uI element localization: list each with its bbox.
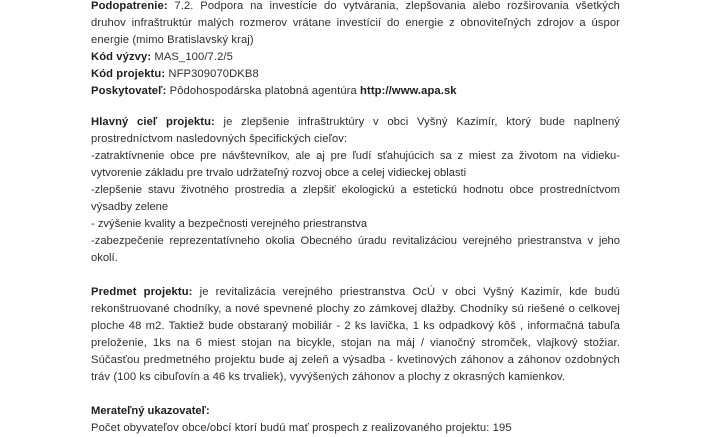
label-kod-projektu: Kód projektu: xyxy=(91,68,166,80)
spacer-1 xyxy=(91,100,620,114)
label-podopatrenie: Podopatrenie: xyxy=(91,0,168,12)
list-item: -zatraktívnenie obce pre návštevníkov, ale aj pre ľudí sťahujúcich sa z miest za životom na vidieku-vytvorenie základu pre trvalo udržateľný rozvoj obce a celej vidieckej oblasti xyxy=(91,150,620,179)
paragraph-poskytovatel xyxy=(91,83,620,100)
paragraph-kod-projektu xyxy=(91,66,620,83)
text-kod-projektu: NFP309070DKB8 xyxy=(165,68,259,80)
paragraph-kod-vyzvy xyxy=(91,49,620,66)
paragraph-hlavny-ciel xyxy=(91,114,620,148)
heading-merateľny-ukazovatel: Merateľný ukazovateľ: xyxy=(91,405,210,417)
paragraph-predmet xyxy=(91,284,620,386)
paragraph-podopatrenie xyxy=(91,0,620,49)
label-hlavny-ciel: Hlavný cieľ projektu: xyxy=(91,116,215,128)
list-item: -zabezpečenie reprezentatívneho okolia Obecného úradu revitalizáciou verejného priestranstva v jeho okolí. xyxy=(91,235,620,264)
label-poskytovatel: Poskytovateľ: xyxy=(91,85,167,97)
label-predmet: Predmet projektu: xyxy=(91,286,193,298)
list-item: -zlepšenie stavu životného prostredia a zlepšiť ekologickú a estetickú hodnotu obce prostredníctvom výsadby zelene xyxy=(91,184,620,213)
list-item: - zvýšenie kvality a bezpečnosti verejného priestranstva xyxy=(91,218,368,230)
label-kod-vyzvy: Kód výzvy: xyxy=(91,51,152,63)
text-merateľny-ukazovatel: Počet obyvateľov obce/obcí ktorí budú mať prospech z realizovaného projektu: 195 xyxy=(91,422,512,434)
spacer-2 xyxy=(91,267,620,284)
document-body xyxy=(91,0,620,437)
text-predmet: je revitalizácia verejného priestranstva OcÚ v obci Vyšný Kazimír, kde budú rekonštruované chodníky, a nové spevnené plochy zo zámkovej dlažby. Chodníky sú riešené o celkovej ploche 48 m2. Taktiež bude obstaraný mobiliár - 2 ks lavička, 1 ks odpadkový kôš , informačná tabuľa preloženie, 1ks na 6 miest stojan na bicykle, stojan na máj / vianočný stromček, vlajkový stožiar. Súčasťou predmetného projektu bude aj zeleň a výsadba - kvetinových záhonov a záhonov ozdobných tráv (100 ks cibuľovín a 46 ks trvaliek), vyvýšených záhonov a plochy z okrasných kamienkov. xyxy=(91,286,620,383)
apa-website-link[interactable]: http://www.apa.sk xyxy=(360,85,457,97)
spacer-3 xyxy=(91,386,620,403)
text-kod-vyzvy: MAS_100/7.2/5 xyxy=(151,51,233,63)
text-hlavny-ciel: je zlepšenie infraštruktúry v obci Vyšný Kazimír, ktorý bude naplnený prostredníctvom nasledovných špecifických cieľov: xyxy=(91,116,620,145)
text-podopatrenie: 7.2. Podpora na investície do vytvárania, zlepšovania alebo rozširovania všetkých druhov infraštruktúr malých rozmerov vrátane investícií do energie z obnoviteľných zdrojov a úspor energie (mimo Bratislavský kraj) xyxy=(91,0,620,46)
text-poskytovatel: Pôdohospodárska platobná agentúra xyxy=(166,85,361,97)
